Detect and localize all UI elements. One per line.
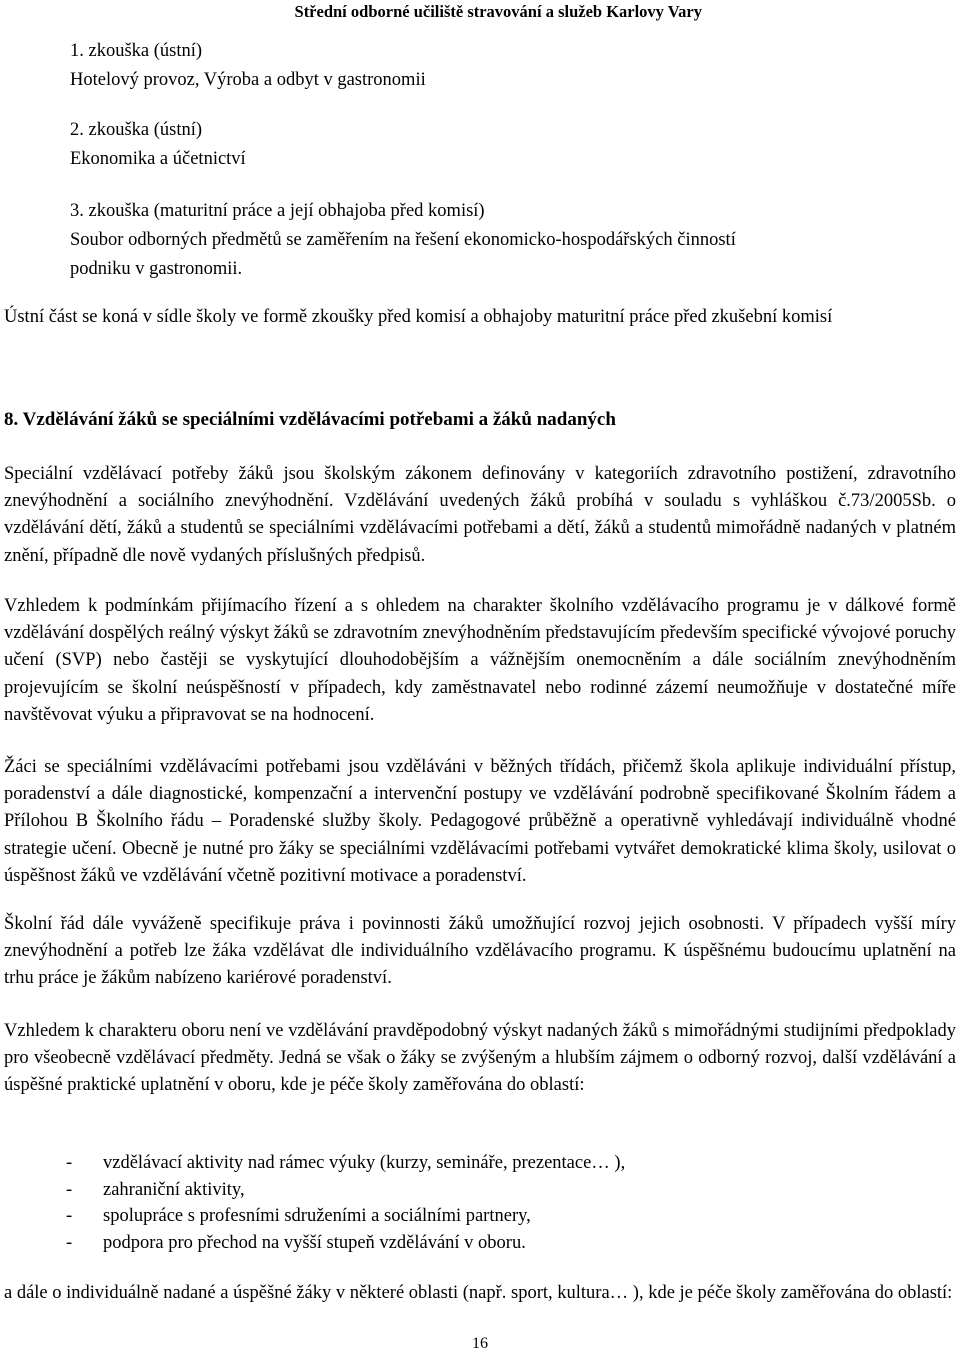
list-marker: - (66, 1179, 73, 1200)
section-heading: 8. Vzdělávání žáků se speciálními vzdělávacími potřebami a žáků nadaných (4, 409, 616, 430)
support-areas-list (66, 1150, 625, 1256)
paragraph-approach: Žáci se speciálními vzdělávacími potřebami jsou vzděláváni v běžných třídách, přičemž škola aplikuje individuální přístup, poradenství a dále diagnostické, kompenzační a intervenční postupy ve vzdělávání podrobně specifikované Školním řádem a Přílohou B Školního řádu – Poradenské služby školy. Pedagogové průběžně a operativně vyhledávají individuálně vhodné strategie učení. Obecně je nutné pro žáky se speciálními vzdělávacími potřebami vytvářet demokratické klima školy, usilovat o úspěšnost žáků ve vzdělávání včetně pozitivní motivace a poradenství. (4, 757, 956, 886)
exam-subject: podniku v gastronomii. (70, 259, 243, 279)
page-number: 16 (472, 1335, 488, 1352)
exam-3 (70, 197, 736, 284)
list-item-text: podpora pro přechod na vyšší stupeň vzdělávání v oboru. (103, 1232, 526, 1253)
paragraph-admission: Vzhledem k podmínkám přijímacího řízení a s ohledem na charakter školního vzdělávacího programu je v dálkové formě vzdělávání dospělých reálný výskyt žáků se zdravotním znevýhodněním představujícím především specifické vývojové poruchy učení (SVP) nebo častěji se vyskytující dlouhodobějším a vážnějším onemocněním a dále sociálním znevýhodněním projevujícím se školní neúspěšností v případech, kdy zaměstnavatel nebo rodinné zázemí neumožňuje v dostatečné míře navštěvovat výuku a připravovat se na hodnocení. (4, 596, 956, 725)
list-item-text: vzdělávací aktivity nad rámec výuky (kurzy, semináře, prezentace… ), (103, 1153, 626, 1173)
list-marker: - (66, 1153, 73, 1173)
list-item-text: spolupráce s profesními sdruženími a sociálními partnery, (103, 1206, 531, 1226)
school-header: Střední odborné učiliště stravování a služeb Karlovy Vary (294, 2, 702, 21)
list-marker: - (66, 1206, 73, 1226)
paragraph-gifted: Vzhledem k charakteru oboru není ve vzdělávání pravděpodobný výskyt nadaných žáků s mimořádnými studijními předpoklady pro všeobecně vzdělávací předměty. Jedná se však o žáky se zvýšeným a hlubším zájmem o odborný rozvoj, další vzdělávání a úspěšné praktické uplatnění v oboru, kde je péče školy zaměřována do oblastí: (4, 1021, 956, 1096)
exam-subject: Hotelový provoz, Výroba a odbyt v gastronomii (70, 70, 426, 90)
list-item-text: zahraniční aktivity, (103, 1179, 245, 1200)
list-item (66, 1150, 625, 1177)
list-item (66, 1177, 625, 1204)
exam-title: 3. zkouška (maturitní práce a její obhajoba před komisí) (70, 201, 485, 221)
exam-title: 2. zkouška (ústní) (70, 120, 203, 140)
paragraph-individual-gifted: a dále o individuálně nadané a úspěšné žáky v některé oblasti (např. sport, kultura… ), kde je péče školy zaměřována do oblastí: (4, 1283, 953, 1303)
exam-title: 1. zkouška (ústní) (70, 41, 203, 61)
paragraph-school-rules: Školní řád dále vyváženě specifikuje práva i povinnosti žáků umožňující rozvoj jejich osobnosti. V případech vyšší míry znevýhodnění a potřeb lze žáka vzdělávat dle individuálního vzdělávacího programu. K úspěšnému budoucímu uplatnění na trhu práce je žákům nabízeno kariérové poradenství. (4, 914, 956, 989)
exam-subject: Soubor odborných předmětů se zaměřením na řešení ekonomicko-hospodářských činností (70, 230, 736, 250)
list-item (66, 1203, 625, 1230)
exam-2 (70, 116, 246, 174)
oral-part-note: Ústní část se koná v sídle školy ve formě zkoušky před komisí a obhajoby maturitní práce před zkušební komisí (4, 307, 833, 327)
exam-subject: Ekonomika a účetnictví (70, 149, 246, 169)
exam-1 (70, 37, 426, 95)
list-item (66, 1230, 625, 1257)
paragraph-special-needs: Speciální vzdělávací potřeby žáků jsou školským zákonem definovány v kategoriích zdravotního postižení, zdravotního znevýhodnění a sociálního znevýhodnění. Vzdělávání uvedených žáků probíhá v souladu s vyhláškou č.73/2005Sb. o vzdělávání dětí, žáků a studentů se speciálními vzdělávacími potřebami a dětí, žáků a studentů mimořádně nadaných v platném znění, případně dle nově vydaných příslušných předpisů. (4, 464, 956, 566)
list-marker: - (66, 1232, 73, 1253)
